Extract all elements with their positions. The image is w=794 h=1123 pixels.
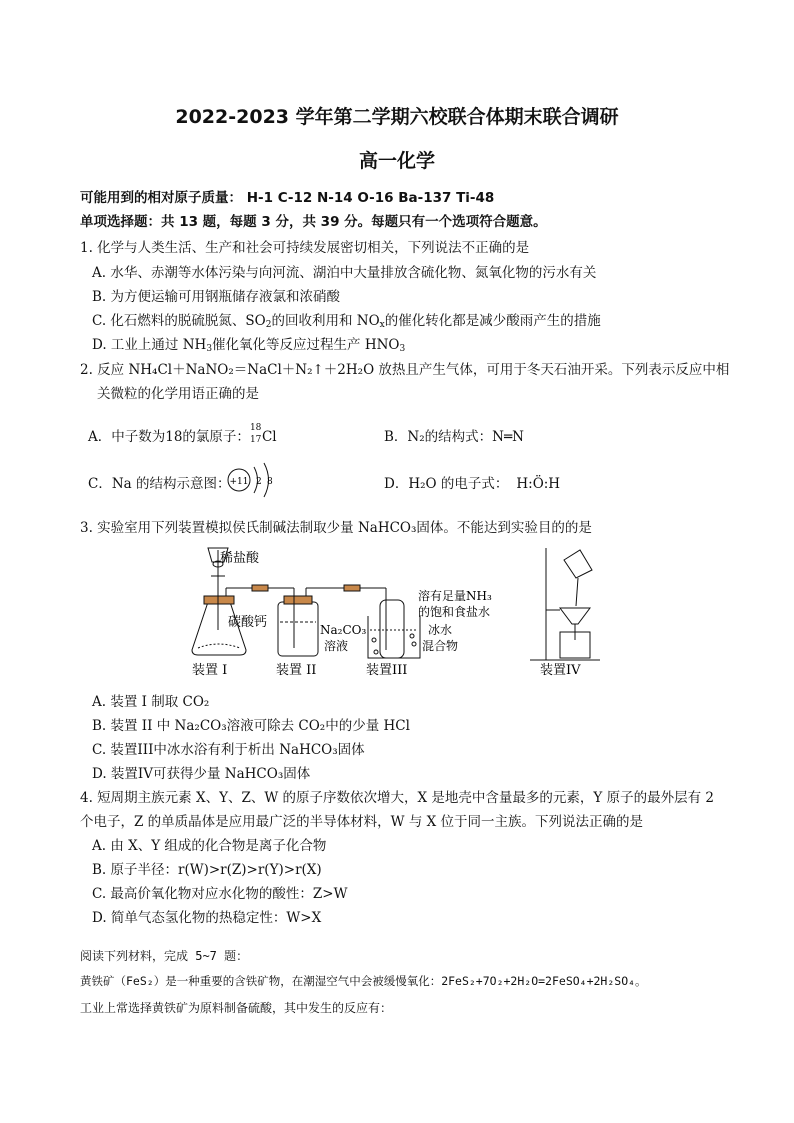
device-3 <box>368 588 420 658</box>
q3-option-c: C. 装置III中冰水浴有利于析出 NaHCO₃固体 <box>92 742 365 758</box>
h2o-electron-formula: H:Ö:H <box>516 476 561 492</box>
q1-stem: 1. 化学与人类生活、生产和社会可持续发展密切相关，下列说法不正确的是 <box>80 240 530 256</box>
label-dilute-hcl: 稀盐酸 <box>220 551 260 566</box>
exam-title: 2022-2023 学年第二学期六校联合体期末联合调研 <box>175 106 619 128</box>
atomic-mass-line: 可能用到的相对原子质量： H-1 C-12 N-14 O-16 Ba-137 Ti-48 <box>80 190 495 206</box>
q1-option-d: D. 工业上通过 $NH_3$催化氧化等反应过程生产 $HNO_3$ <box>92 337 406 354</box>
q4-stem-1: 4. 短周期主族元素 X、Y、Z、W 的原子序数依次增大，X 是地壳中含量最多的元素，Y 原子的最外层有 2 <box>80 790 715 806</box>
q4-option-a: A. 由 X、Y 组成的化合物是离子化合物 <box>92 838 327 854</box>
label-caco3: 碳酸钙 <box>228 615 268 630</box>
na-atom-structure-diagram <box>225 458 285 502</box>
label-device-4: 装置IV <box>540 663 581 678</box>
label-ice-2: 混合物 <box>422 639 459 653</box>
nucleus-charge: +11 <box>229 477 249 487</box>
q3-option-b: B. 装置 II 中 Na₂CO₃溶液可除去 CO₂中的少量 HCl <box>92 718 410 734</box>
q1-option-c: C. 化石燃料的脱硫脱氮、$SO_2$的回收利用和 $NO_x$的催化转化都是减少酸雨产生的措施 <box>92 313 601 330</box>
q2-option-a: A．中子数为18的氯原子： 18 17 Cl <box>88 423 277 445</box>
reading-industry: 工业上常选择黄铁矿为原料制备硫酸，其中发生的反应有： <box>80 1001 393 1015</box>
label-ice-1: 冰水 <box>428 623 453 637</box>
reading-intro: 阅读下列材料，完成 5~7 题： <box>80 949 249 963</box>
device-4 <box>530 548 600 660</box>
q4-option-b: B. 原子半径：r(W)>r(Z)>r(Y)>r(X) <box>92 862 322 878</box>
q4-option-c: C. 最高价氧化物对应水化物的酸性：Z>W <box>92 886 348 902</box>
q2-stem-1: 2. 反应 NH₄Cl＋NaNO₂＝NaCl＋N₂↑＋2H₂O 放热且产生气体，可用于冬天石油开采。下列表示反应中相 <box>80 362 730 378</box>
q1-option-a: A. 水华、赤潮等水体污染与向河流、湖泊中大量排放含硫化物、氮氧化物的污水有关 <box>92 265 597 281</box>
q2-option-b: B．N₂的结构式：N═N <box>384 429 524 445</box>
q4-stem-2: 个电子，Z 的单质晶体是应用最广泛的半导体材料，W 与 X 位于同一主族。下列说法正确的是 <box>80 814 644 830</box>
label-nh3-1: 溶有足量NH₃ <box>418 589 492 603</box>
q3-apparatus-diagram <box>180 540 620 682</box>
q3-option-a: A. 装置 I 制取 CO₂ <box>92 694 210 710</box>
label-nh3-2: 的饱和食盐水 <box>418 605 491 619</box>
q2-option-c: C．Na 的结构示意图： <box>88 476 231 492</box>
label-na2co3: Na₂CO₃ <box>320 623 367 637</box>
q3-option-d: D. 装置IV可获得少量 NaHCO₃固体 <box>92 766 311 782</box>
label-device-3: 装置III <box>366 663 408 678</box>
label-solution: 溶液 <box>324 639 349 653</box>
q4-option-d: D. 简单气态氢化物的热稳定性：W>X <box>92 910 322 926</box>
section-heading: 单项选择题：共 13 题，每题 3 分，共 39 分。每题只有一个选项符合题意。 <box>80 214 547 230</box>
shell-2-count: 8 <box>267 477 273 487</box>
q1-option-b: B. 为方便运输可用钢瓶储存液氯和浓硝酸 <box>92 289 341 305</box>
reading-pyrite: 黄铁矿（FeS₂）是一种重要的含铁矿物，在潮湿空气中会被缓慢氧化：2FeS₂+7O₂+2H₂O=2FeSO₄+2H₂SO₄。 <box>80 974 647 988</box>
q2-stem-2: 关微粒的化学用语正确的是 <box>97 386 259 402</box>
shell-1-count: 2 <box>256 477 262 487</box>
q3-stem: 3. 实验室用下列装置模拟侯氏制碱法制取少量 NaHCO₃固体。不能达到实验目的的是 <box>80 520 592 536</box>
q2-option-d: D．H₂O 的电子式： H:Ö:H <box>384 476 561 492</box>
label-device-1: 装置 I <box>192 663 228 678</box>
subject-title: 高一化学 <box>358 150 435 172</box>
isotope-notation: 18 17 <box>249 423 262 445</box>
label-device-2: 装置 II <box>276 663 317 678</box>
